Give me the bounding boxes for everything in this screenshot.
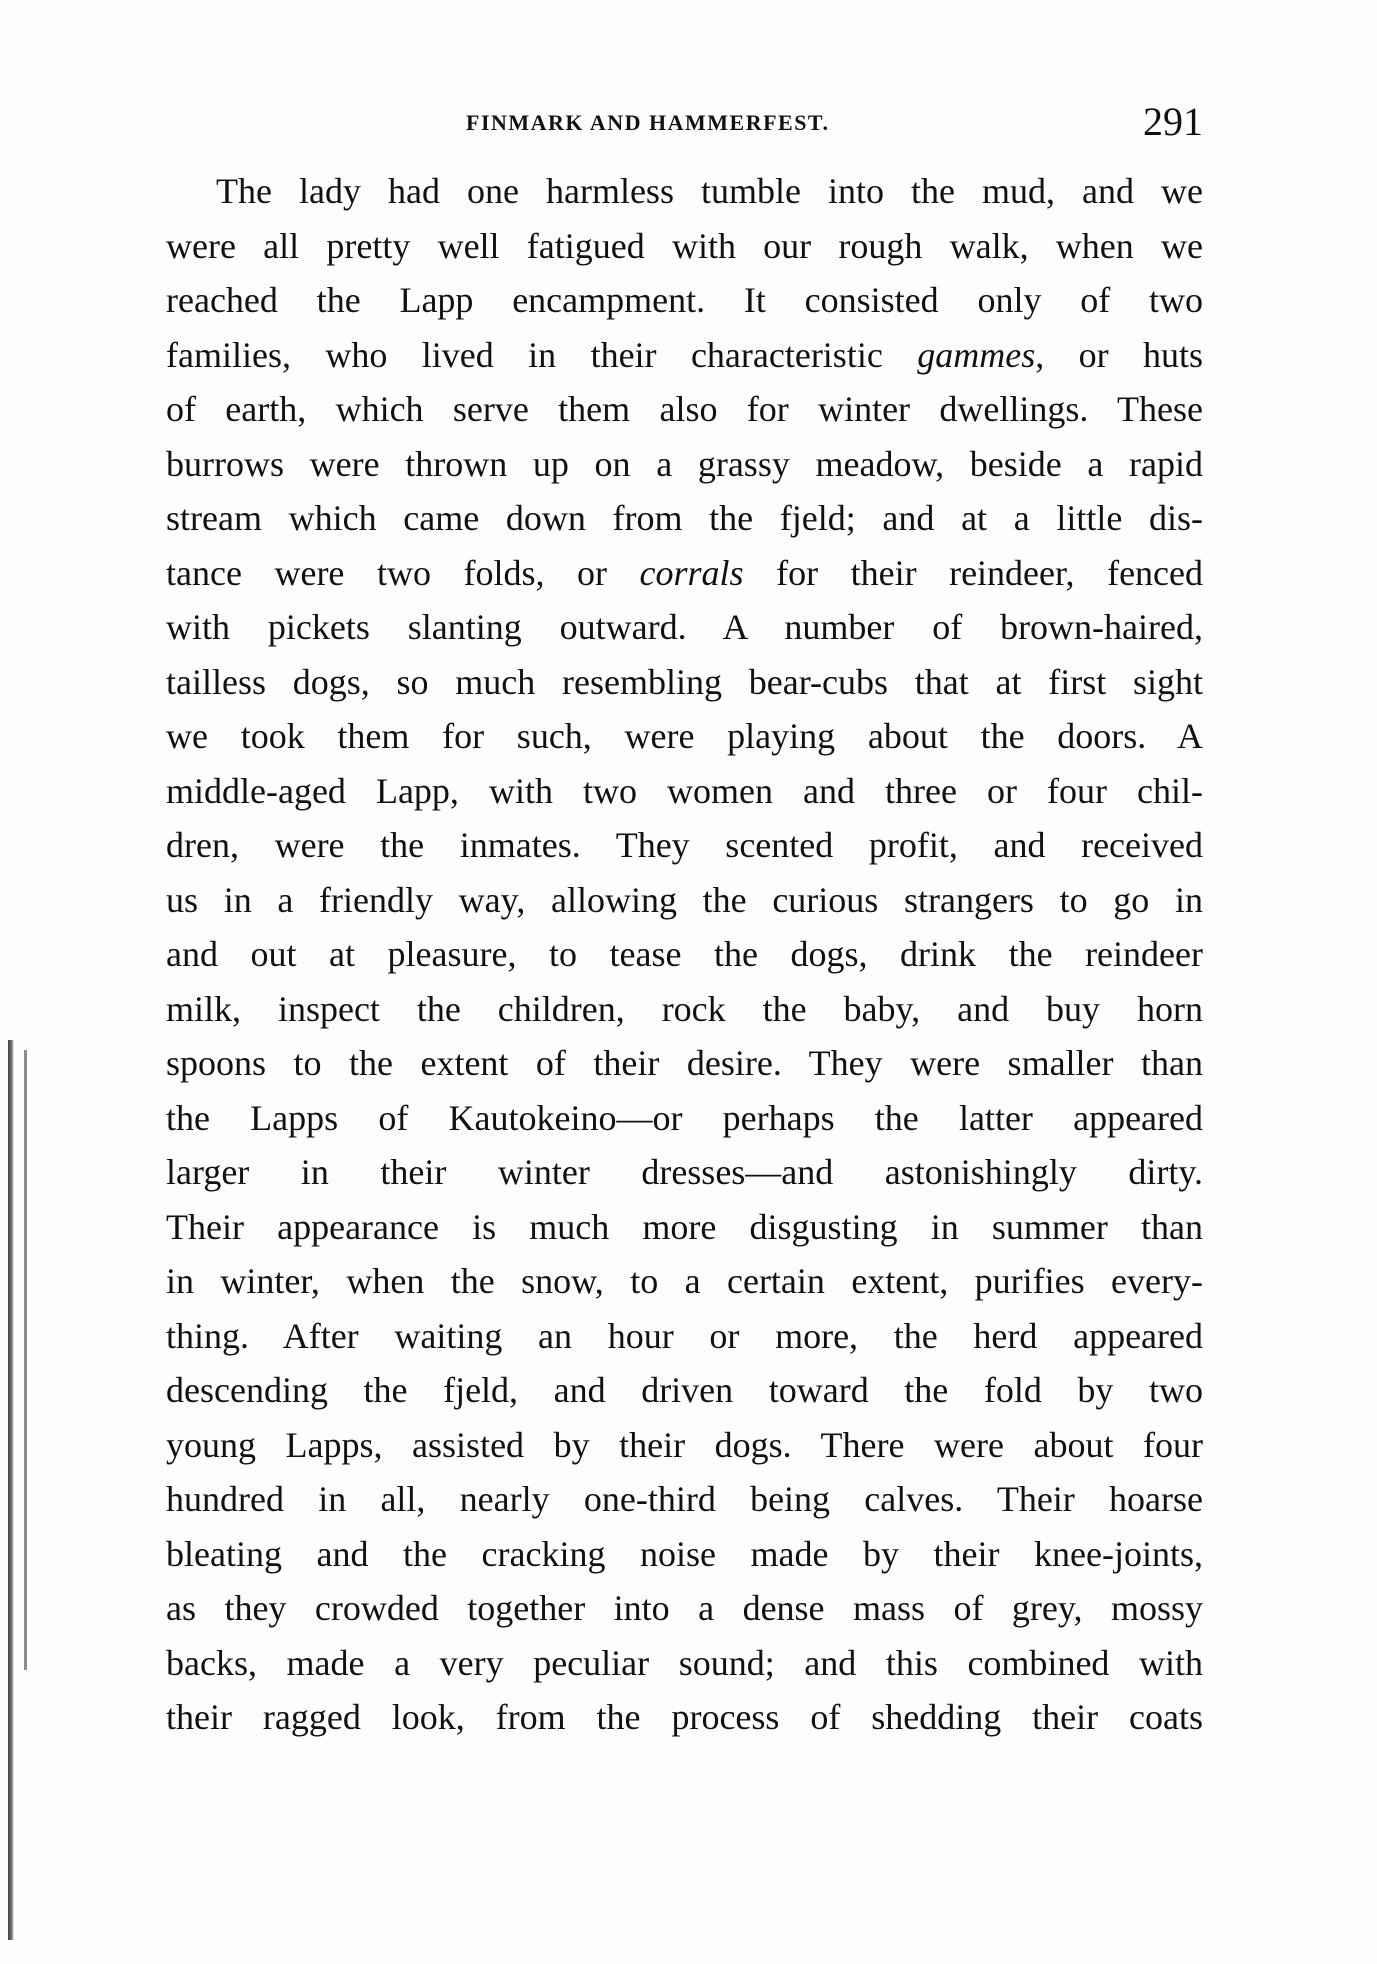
text-line: middle-aged Lapp, with two women and three or four chil- bbox=[166, 770, 1203, 811]
italic-term-corrals: corrals bbox=[639, 552, 744, 593]
page-number: 291 bbox=[1143, 99, 1203, 144]
text-line-end: for their reindeer, fenced bbox=[743, 552, 1203, 593]
text-line-start: tance were two folds, or bbox=[166, 552, 607, 593]
text-line bbox=[166, 328, 1203, 383]
body-text bbox=[166, 164, 1203, 1745]
italic-term-gammes: gammes bbox=[917, 334, 1036, 375]
text-line: milk, inspect the children, rock the baby, and buy horn bbox=[166, 988, 1203, 1029]
text-line: reached the Lapp encampment. It consisted only of two bbox=[166, 280, 1203, 320]
text-line: with pickets slanting outward. A number of brown-haired, bbox=[166, 607, 1203, 647]
text-line: descending the fjeld, and driven toward the fold by two bbox=[166, 1370, 1203, 1410]
text-line: the Lapps of Kautokeino—or perhaps the latter appeared bbox=[166, 1097, 1203, 1138]
text-line: hundred in all, nearly one-third being calves. Their hoarse bbox=[166, 1479, 1203, 1519]
text-line: burrows were thrown up on a grassy meadow, beside a rapid bbox=[166, 443, 1203, 484]
text-line: us in a friendly way, allowing the curious strangers to go in bbox=[166, 879, 1203, 920]
text-line: we took them for such, were playing about the doors. A bbox=[166, 716, 1203, 756]
page-binding-shadow bbox=[8, 1040, 14, 1940]
text-line-end: , or huts bbox=[1035, 334, 1203, 375]
text-line: spoons to the extent of their desire. They were smaller than bbox=[166, 1043, 1203, 1083]
text-line bbox=[166, 546, 1203, 601]
text-line: The lady had one harmless tumble into the mud, and we bbox=[216, 171, 1203, 211]
text-line: tailless dogs, so much resembling bear-cubs that at first sight bbox=[166, 661, 1203, 702]
page-header bbox=[166, 100, 1203, 144]
text-line: stream which came down from the fjeld; and at a little dis- bbox=[166, 498, 1203, 538]
text-line: as they crowded together into a dense mass of grey, mossy bbox=[166, 1588, 1203, 1628]
text-line: in winter, when the snow, to a certain extent, purifies every- bbox=[166, 1261, 1203, 1301]
text-line: and out at pleasure, to tease the dogs, drink the reindeer bbox=[166, 934, 1203, 974]
text-line: backs, made a very peculiar sound; and this combined with bbox=[166, 1642, 1203, 1683]
text-line: young Lapps, assisted by their dogs. There were about four bbox=[166, 1424, 1203, 1465]
text-line: their ragged look, from the process of shedding their coats bbox=[166, 1697, 1203, 1737]
page-binding-line bbox=[24, 1050, 27, 1670]
text-line: bleating and the cracking noise made by their knee-joints, bbox=[166, 1533, 1203, 1574]
text-line-start: families, who lived in their characteristic bbox=[166, 334, 883, 375]
text-line: dren, were the inmates. They scented profit, and received bbox=[166, 825, 1203, 865]
text-line: were all pretty well fatigued with our rough walk, when we bbox=[166, 225, 1203, 266]
text-line: of earth, which serve them also for winter dwellings. These bbox=[166, 389, 1203, 429]
text-line: Their appearance is much more disgusting in summer than bbox=[166, 1206, 1203, 1247]
text-line: larger in their winter dresses—and astonishingly dirty. bbox=[166, 1152, 1203, 1192]
running-head: FINMARK AND HAMMERFEST. bbox=[466, 110, 830, 135]
text-line: thing. After waiting an hour or more, the herd appeared bbox=[166, 1315, 1203, 1356]
